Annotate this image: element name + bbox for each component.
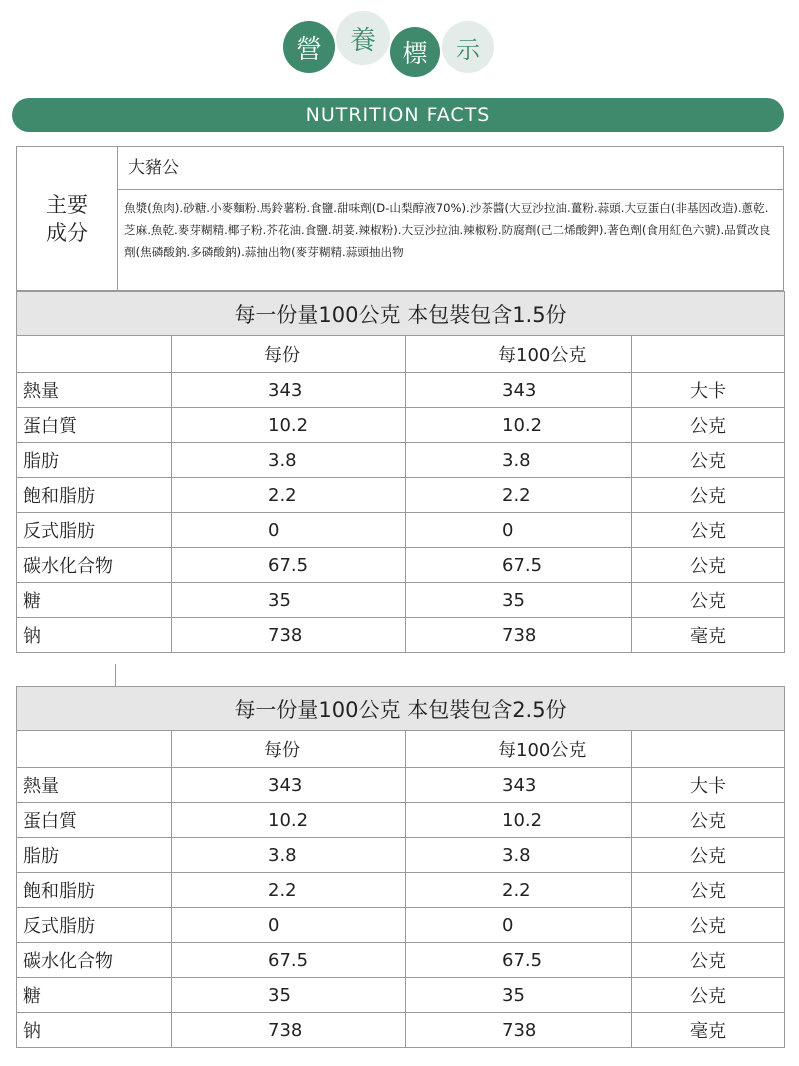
table-row <box>17 408 785 443</box>
col-per-100g: 每100公克 <box>406 731 632 768</box>
per-serving-value: 2.2 <box>172 478 406 513</box>
unit: 公克 <box>632 408 785 443</box>
per-100g-value: 35 <box>406 583 632 618</box>
table-row <box>17 838 785 873</box>
per-serving-value: 2.2 <box>172 873 406 908</box>
header-blank <box>17 731 172 768</box>
title-char-yang: 養 <box>336 11 390 65</box>
per-serving-value: 343 <box>172 768 406 803</box>
col-per-100g: 每100公克 <box>406 336 632 373</box>
nutrient-name: 脂肪 <box>17 443 172 478</box>
unit: 公克 <box>632 873 785 908</box>
per-serving-value: 35 <box>172 978 406 1013</box>
per-serving-value: 10.2 <box>172 803 406 838</box>
per-serving-value: 67.5 <box>172 943 406 978</box>
per-serving-value: 0 <box>172 513 406 548</box>
unit: 毫克 <box>632 1013 785 1048</box>
nutrient-name: 脂肪 <box>17 838 172 873</box>
nutrient-name: 糖 <box>17 978 172 1013</box>
col-per-serving: 每份 <box>172 336 406 373</box>
table-row <box>17 443 785 478</box>
ingredients-label-line2: 成分 <box>46 220 88 245</box>
table-row <box>17 978 785 1013</box>
table-row <box>17 1013 785 1048</box>
table-row <box>17 583 785 618</box>
per-serving-value: 67.5 <box>172 548 406 583</box>
unit: 公克 <box>632 443 785 478</box>
per-100g-value: 2.2 <box>406 873 632 908</box>
serving-size: 每一份量100公克 本包裝包含2.5份 <box>17 687 785 731</box>
per-serving-value: 3.8 <box>172 443 406 478</box>
nutrient-name: 钠 <box>17 1013 172 1048</box>
table-row <box>17 908 785 943</box>
per-100g-value: 0 <box>406 908 632 943</box>
header-blank <box>17 336 172 373</box>
table-row <box>17 373 785 408</box>
table-row <box>17 943 785 978</box>
nutrient-name: 反式脂肪 <box>17 908 172 943</box>
nutrient-name: 钠 <box>17 618 172 653</box>
per-100g-value: 10.2 <box>406 408 632 443</box>
per-100g-value: 0 <box>406 513 632 548</box>
unit: 公克 <box>632 478 785 513</box>
unit: 公克 <box>632 978 785 1013</box>
nutrient-name: 飽和脂肪 <box>17 478 172 513</box>
serving-size: 每一份量100公克 本包裝包含1.5份 <box>17 292 785 336</box>
per-100g-value: 10.2 <box>406 803 632 838</box>
table-row <box>17 768 785 803</box>
per-serving-value: 738 <box>172 618 406 653</box>
per-serving-value: 0 <box>172 908 406 943</box>
title-char-shi: 示 <box>442 21 494 73</box>
table-row <box>17 873 785 908</box>
ingredients-label-line1: 主要 <box>46 192 88 217</box>
per-serving-value: 343 <box>172 373 406 408</box>
ingredients-label <box>17 147 118 290</box>
nutrition-table-1 <box>16 291 785 653</box>
unit: 大卡 <box>632 373 785 408</box>
ingredients-box <box>16 146 784 291</box>
unit: 毫克 <box>632 618 785 653</box>
table-row <box>17 513 785 548</box>
title-circles <box>0 0 799 100</box>
unit: 公克 <box>632 908 785 943</box>
per-serving-value: 738 <box>172 1013 406 1048</box>
nutrient-name: 蛋白質 <box>17 803 172 838</box>
table-row <box>17 618 785 653</box>
nutrient-name: 蛋白質 <box>17 408 172 443</box>
ingredients-text: 魚漿(魚肉).砂糖.小麥麵粉.馬鈴薯粉.食鹽.甜味劑(D-山梨醇液70%).沙茶醬(大豆沙拉油.薑粉.蒜頭.大豆蛋白(非基因改造).蔥乾.芝麻.魚乾.麥芽糊精.椰子粉.芥花油.食鹽.胡荽.辣椒粉).大豆沙拉油.辣椒粉.防腐劑(己二烯酸鉀).著色劑(食用紅色六號).品質改良劑(焦磷酸鈉.多磷酸鈉).蒜抽出物(麥芽糊精.蒜頭抽出物 <box>124 201 771 259</box>
table-row <box>17 478 785 513</box>
table-row <box>17 548 785 583</box>
divider <box>115 664 116 686</box>
per-serving-value: 3.8 <box>172 838 406 873</box>
per-100g-value: 2.2 <box>406 478 632 513</box>
per-serving-value: 35 <box>172 583 406 618</box>
per-100g-value: 3.8 <box>406 443 632 478</box>
unit: 公克 <box>632 548 785 583</box>
nutrient-name: 熱量 <box>17 373 172 408</box>
unit: 公克 <box>632 838 785 873</box>
nutrient-name: 反式脂肪 <box>17 513 172 548</box>
title-char-ying: 營 <box>283 21 335 73</box>
unit: 公克 <box>632 943 785 978</box>
unit: 公克 <box>632 583 785 618</box>
per-100g-value: 738 <box>406 618 632 653</box>
col-per-serving: 每份 <box>172 731 406 768</box>
per-100g-value: 35 <box>406 978 632 1013</box>
title-char-biao: 標 <box>390 27 440 77</box>
header-unit-blank <box>632 731 785 768</box>
nutrition-facts-banner: NUTRITION FACTS <box>12 98 784 132</box>
nutrient-name: 碳水化合物 <box>17 943 172 978</box>
unit: 公克 <box>632 513 785 548</box>
per-100g-value: 343 <box>406 373 632 408</box>
per-100g-value: 3.8 <box>406 838 632 873</box>
product-name: 大豬公 <box>118 147 783 190</box>
header-unit-blank <box>632 336 785 373</box>
per-serving-value: 10.2 <box>172 408 406 443</box>
unit: 大卡 <box>632 768 785 803</box>
per-100g-value: 343 <box>406 768 632 803</box>
nutrient-name: 飽和脂肪 <box>17 873 172 908</box>
table-row <box>17 803 785 838</box>
per-100g-value: 738 <box>406 1013 632 1048</box>
unit: 公克 <box>632 803 785 838</box>
nutrient-name: 碳水化合物 <box>17 548 172 583</box>
nutrient-name: 糖 <box>17 583 172 618</box>
nutrient-name: 熱量 <box>17 768 172 803</box>
nutrition-table-2 <box>16 686 785 1048</box>
per-100g-value: 67.5 <box>406 548 632 583</box>
per-100g-value: 67.5 <box>406 943 632 978</box>
